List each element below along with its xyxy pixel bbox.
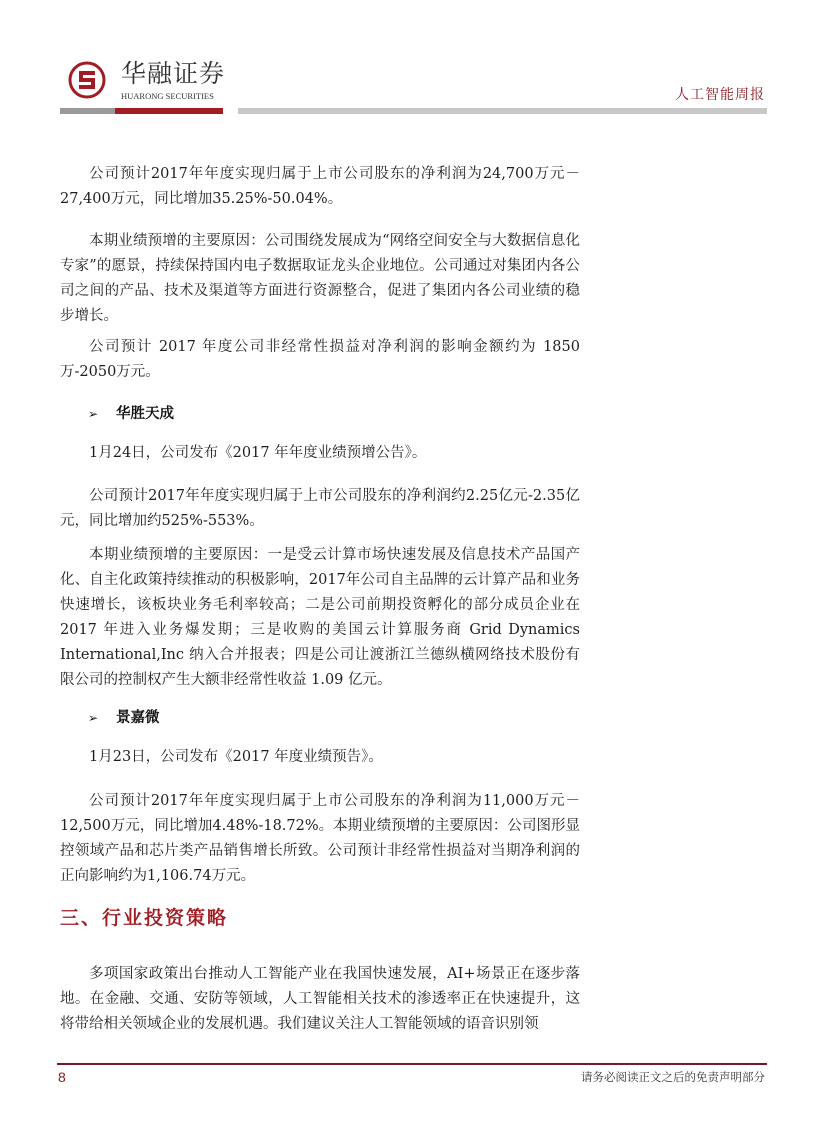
paragraph-strategy: 多项国家政策出台推动人工智能产业在我国快速发展，AI+场景正在逐步落地。在金融、交通、安防等领域，人工智能相关技术的渗透率正在快速提升，这将带给相关领域企业的发展机遇。我们建议关注人工智能领域的语音识别领 [60,966,580,1032]
header-bar-gray [238,108,767,114]
company-heading-huasheng [88,404,174,424]
paragraph-net-profit-3: 公司预计2017年年度实现归属于上市公司股东的净利润为11,000万元－12,500万元，同比增加4.48%-18.72%。本期业绩预增的主要原因：公司图形显控领域产品和芯片类产品销售增长所致。公司预计非经常性损益对当期净利润的正向影响约为1,106.74万元。 [60,793,580,884]
header-bar-red [115,108,223,114]
header-bar-dark-gray [60,108,115,114]
company-name: 景嘉微 [116,710,160,726]
company-name: 华胜天成 [116,406,174,422]
paragraph-net-profit-1: 公司预计2017年年度实现归属于上市公司股东的净利润为24,700万元－27,400万元，同比增加35.25%-50.04%。 [60,166,580,207]
huarong-logo-icon [68,61,106,99]
paragraph-growth-reason-1: 本期业绩预增的主要原因：公司围绕发展成为“网络空间安全与大数据信息化专家”的愿景，持续保持国内电子数据取证龙头企业地位。公司通过对集团内各公司之间的产品、技术及渠道等方面进行资源整合，促进了集团内各公司业绩的稳步增长。 [60,233,580,324]
footer-disclaimer: 请务必阅读正文之后的免责声明部分 [581,1070,765,1084]
paragraph-announcement-3: 1月23日，公司发布《2017 年度业绩预告》。 [89,749,383,765]
page-number: 8 [58,1069,66,1085]
brand-name-cn: 华融证券 [121,59,226,88]
section-title-investment-strategy: 三、行业投资策略 [60,907,229,929]
report-title: 人工智能周报 [675,87,765,103]
paragraph-announcement-2: 1月24日，公司发布《2017 年年度业绩预增公告》。 [89,445,427,461]
brand-name-en: HUARONG SECURITIES [121,91,214,101]
paragraph-net-profit-2: 公司预计2017年年度实现归属于上市公司股东的净利润约2.25亿元-2.35亿元，同比增加约525%-553%。 [60,488,580,529]
footer-divider [57,1063,767,1065]
paragraph-growth-reason-2: 本期业绩预增的主要原因：一是受云计算市场快速发展及信息技术产品国产化、自主化政策持续推动的积极影响，2017年公司自主品牌的云计算产品和业务快速增长，该板块业务毛利率较高；二是公司前期投资孵化的部分成员企业在 2017 年进入业务爆发期；三是收购的美国云计算服务商 Grid Dynamics International,Inc 纳入合并报表；四是公司让渡浙江兰德纵横网络技术股份有限公司的控制权产生大额非经常性收益 1.09 亿元。 [60,547,580,688]
company-heading-jingjiawei [88,708,160,728]
arrow-bullet-icon: ➢ [88,407,99,421]
arrow-bullet-icon: ➢ [88,711,99,725]
paragraph-nonrecurring-1: 公司预计 2017 年度公司非经常性损益对净利润的影响金额约为 1850 万-2050万元。 [60,339,580,380]
